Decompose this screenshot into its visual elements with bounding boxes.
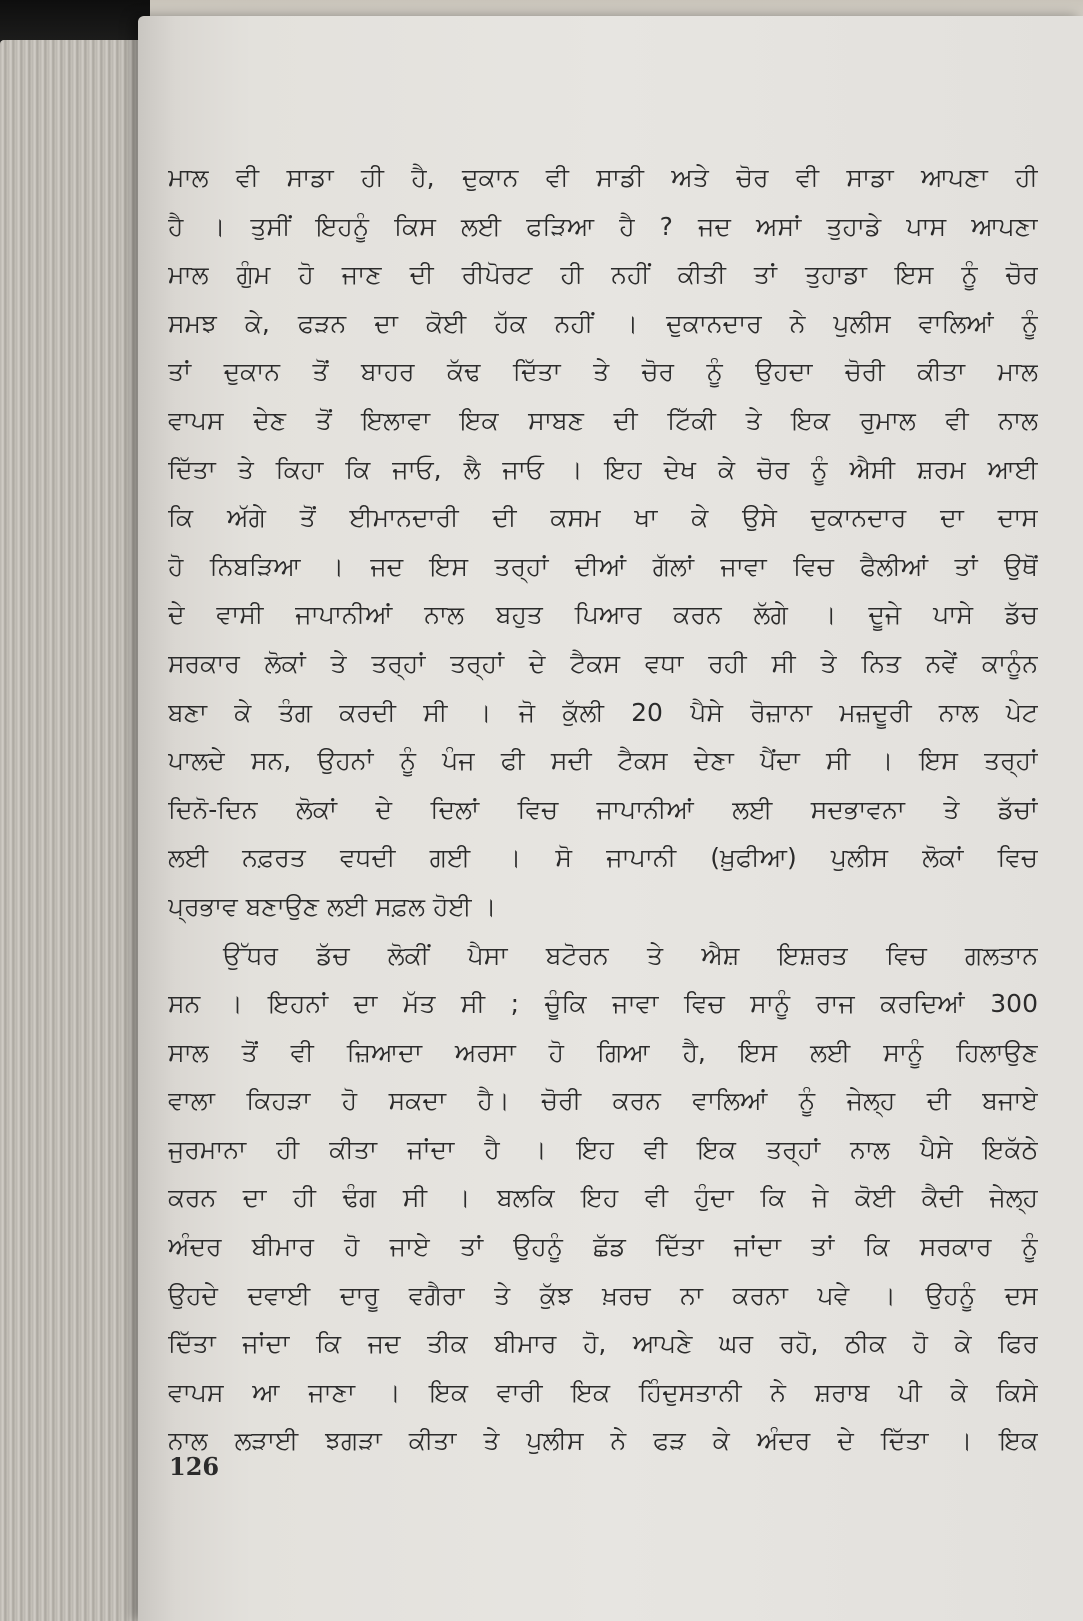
- text-line: ਵਾਪਸ ਆ ਜਾਣਾ । ਇਕ ਵਾਰੀ ਇਕ ਹਿੰਦੁਸਤਾਨੀ ਨੇ ਸ਼ਰਾਬ ਪੀ ਕੇ ਕਿਸੇ: [168, 1377, 1038, 1407]
- text-line: ਸਰਕਾਰ ਲੋਕਾਂ ਤੇ ਤਰ੍ਹਾਂ ਤਰ੍ਹਾਂ ਦੇ ਟੈਕਸ ਵਧਾ ਰਹੀ ਸੀ ਤੇ ਨਿਤ ਨਵੇਂ ਕਾਨੂੰਨ: [168, 648, 1038, 678]
- text-line: ਅੰਦਰ ਬੀਮਾਰ ਹੋ ਜਾਏ ਤਾਂ ਉਹਨੂੰ ਛੱਡ ਦਿੱਤਾ ਜਾਂਦਾ ਤਾਂ ਕਿ ਸਰਕਾਰ ਨੂੰ: [168, 1232, 1038, 1262]
- paragraph-end-line: ਪ੍ਰਭਾਵ ਬਣਾਉਣ ਲਈ ਸਫ਼ਲ ਹੋਈ ।: [168, 891, 497, 921]
- text-line: ਬਣਾ ਕੇ ਤੰਗ ਕਰਦੀ ਸੀ । ਜੋ ਕੁੱਲੀ 20 ਪੈਸੇ ਰੋਜ਼ਾਨਾ ਮਜ਼ਦੂਰੀ ਨਾਲ ਪੇਟ: [168, 697, 1038, 727]
- text-line: ਜੁਰਮਾਨਾ ਹੀ ਕੀਤਾ ਜਾਂਦਾ ਹੈ । ਇਹ ਵੀ ਇਕ ਤਰ੍ਹਾਂ ਨਾਲ ਪੈਸੇ ਇਕੱਠੇ: [168, 1134, 1038, 1164]
- text-line: ਵਾਪਸ ਦੇਣ ਤੋਂ ਇਲਾਵਾ ਇਕ ਸਾਬਣ ਦੀ ਟਿੱਕੀ ਤੇ ਇਕ ਰੁਮਾਲ ਵੀ ਨਾਲ: [168, 405, 1038, 435]
- text-line: ਉਹਦੇ ਦਵਾਈ ਦਾਰੂ ਵਗੈਰਾ ਤੇ ਕੁੱਝ ਖ਼ਰਚ ਨਾ ਕਰਨਾ ਪਵੇ । ਉਹਨੂੰ ਦਸ: [168, 1280, 1038, 1310]
- body-text: [168, 154, 1038, 1466]
- text-line: ਦੇ ਵਾਸੀ ਜਾਪਾਨੀਆਂ ਨਾਲ ਬਹੁਤ ਪਿਆਰ ਕਰਨ ਲੱਗੇ । ਦੂਜੇ ਪਾਸੇ ਡੱਚ: [168, 600, 1038, 630]
- text-line: ਲਈ ਨਫ਼ਰਤ ਵਧਦੀ ਗਈ । ਸੋ ਜਾਪਾਨੀ (ਖ਼ੁਫੀਆ) ਪੁਲੀਸ ਲੋਕਾਂ ਵਿਚ: [168, 843, 1038, 873]
- text-line: ਮਾਲ ਵੀ ਸਾਡਾ ਹੀ ਹੈ, ਦੁਕਾਨ ਵੀ ਸਾਡੀ ਅਤੇ ਚੋਰ ਵੀ ਸਾਡਾ ਆਪਣਾ ਹੀ: [168, 163, 1038, 192]
- text-line: ਹੋ ਨਿਬੜਿਆ । ਜਦ ਇਸ ਤਰ੍ਹਾਂ ਦੀਆਂ ਗੱਲਾਂ ਜਾਵਾ ਵਿਚ ਫੈਲੀਆਂ ਤਾਂ ਉਥੋਂ: [168, 551, 1038, 581]
- text-line: ਦਿੱਤਾ ਜਾਂਦਾ ਕਿ ਜਦ ਤੀਕ ਬੀਮਾਰ ਹੋ, ਆਪਣੇ ਘਰ ਰਹੋ, ਠੀਕ ਹੋ ਕੇ ਫਿਰ: [168, 1329, 1038, 1359]
- text-line: ਵਾਲਾ ਕਿਹੜਾ ਹੋ ਸਕਦਾ ਹੈ। ਚੋਰੀ ਕਰਨ ਵਾਲਿਆਂ ਨੂੰ ਜੇਲ੍ਹ ਦੀ ਬਜਾਏ: [168, 1086, 1038, 1116]
- text-line: ਸਮਝ ਕੇ, ਫੜਨ ਦਾ ਕੋਈ ਹੱਕ ਨਹੀਂ । ਦੁਕਾਨਦਾਰ ਨੇ ਪੁਲੀਸ ਵਾਲਿਆਂ ਨੂੰ: [168, 308, 1038, 338]
- text-line: ਪਾਲਦੇ ਸਨ, ਉਹਨਾਂ ਨੂੰ ਪੰਜ ਫੀ ਸਦੀ ਟੈਕਸ ਦੇਣਾ ਪੈਂਦਾ ਸੀ । ਇਸ ਤਰ੍ਹਾਂ: [168, 746, 1038, 776]
- text-line: ਸਨ । ਇਹਨਾਂ ਦਾ ਮੱਤ ਸੀ ; ਚੂੰਕਿ ਜਾਵਾ ਵਿਚ ਸਾਨੂੰ ਰਾਜ ਕਰਦਿਆਂ 300: [168, 989, 1038, 1019]
- book-page: [138, 16, 1083, 1621]
- page-number: 126: [169, 1452, 220, 1481]
- text-line: ਕਰਨ ਦਾ ਹੀ ਢੰਗ ਸੀ । ਬਲਕਿ ਇਹ ਵੀ ਹੁੰਦਾ ਕਿ ਜੇ ਕੋਈ ਕੈਦੀ ਜੇਲ੍ਹ: [168, 1183, 1038, 1213]
- text-line: ਮਾਲ ਗੁੰਮ ਹੋ ਜਾਣ ਦੀ ਰੀਪੋਰਟ ਹੀ ਨਹੀਂ ਕੀਤੀ ਤਾਂ ਤੁਹਾਡਾ ਇਸ ਨੂੰ ਚੋਰ: [168, 260, 1038, 290]
- text-line: ਦਿਨੋ-ਦਿਨ ਲੋਕਾਂ ਦੇ ਦਿਲਾਂ ਵਿਚ ਜਾਪਾਨੀਆਂ ਲਈ ਸਦਭਾਵਨਾ ਤੇ ਡੱਚਾਂ: [168, 794, 1038, 824]
- text-line: ਤਾਂ ਦੁਕਾਨ ਤੋਂ ਬਾਹਰ ਕੱਢ ਦਿੱਤਾ ਤੇ ਚੋਰ ਨੂੰ ਉਹਦਾ ਚੋਰੀ ਕੀਤਾ ਮਾਲ: [168, 357, 1038, 387]
- paragraph-start-line: ਉੱਧਰ ਡੱਚ ਲੋਕੀਂ ਪੈਸਾ ਬਟੋਰਨ ਤੇ ਐਸ਼ ਇਸ਼ਰਤ ਵਿਚ ਗਲਤਾਨ: [223, 940, 1038, 970]
- text-line: ਦਿੱਤਾ ਤੇ ਕਿਹਾ ਕਿ ਜਾਓ, ਲੈ ਜਾਓ । ਇਹ ਦੇਖ ਕੇ ਚੋਰ ਨੂੰ ਐਸੀ ਸ਼ਰਮ ਆਈ: [168, 454, 1038, 484]
- text-line: ਹੈ । ਤੁਸੀਂ ਇਹਨੂੰ ਕਿਸ ਲਈ ਫੜਿਆ ਹੈ ? ਜਦ ਅਸਾਂ ਤੁਹਾਡੇ ਪਾਸ ਆਪਣਾ: [168, 211, 1038, 241]
- text-line: ਸਾਲ ਤੋਂ ਵੀ ਜ਼ਿਆਦਾ ਅਰਸਾ ਹੋ ਗਿਆ ਹੈ, ਇਸ ਲਈ ਸਾਨੂੰ ਹਿਲਾਉਣ: [168, 1037, 1038, 1067]
- text-line: ਕਿ ਅੱਗੇ ਤੋਂ ਈਮਾਨਦਾਰੀ ਦੀ ਕਸਮ ਖਾ ਕੇ ਉਸੇ ਦੁਕਾਨਦਾਰ ਦਾ ਦਾਸ: [168, 503, 1038, 533]
- text-line: ਨਾਲ ਲੜਾਈ ਝਗੜਾ ਕੀਤਾ ਤੇ ਪੁਲੀਸ ਨੇ ਫੜ ਕੇ ਅੰਦਰ ਦੇ ਦਿੱਤਾ । ਇਕ: [168, 1426, 1038, 1456]
